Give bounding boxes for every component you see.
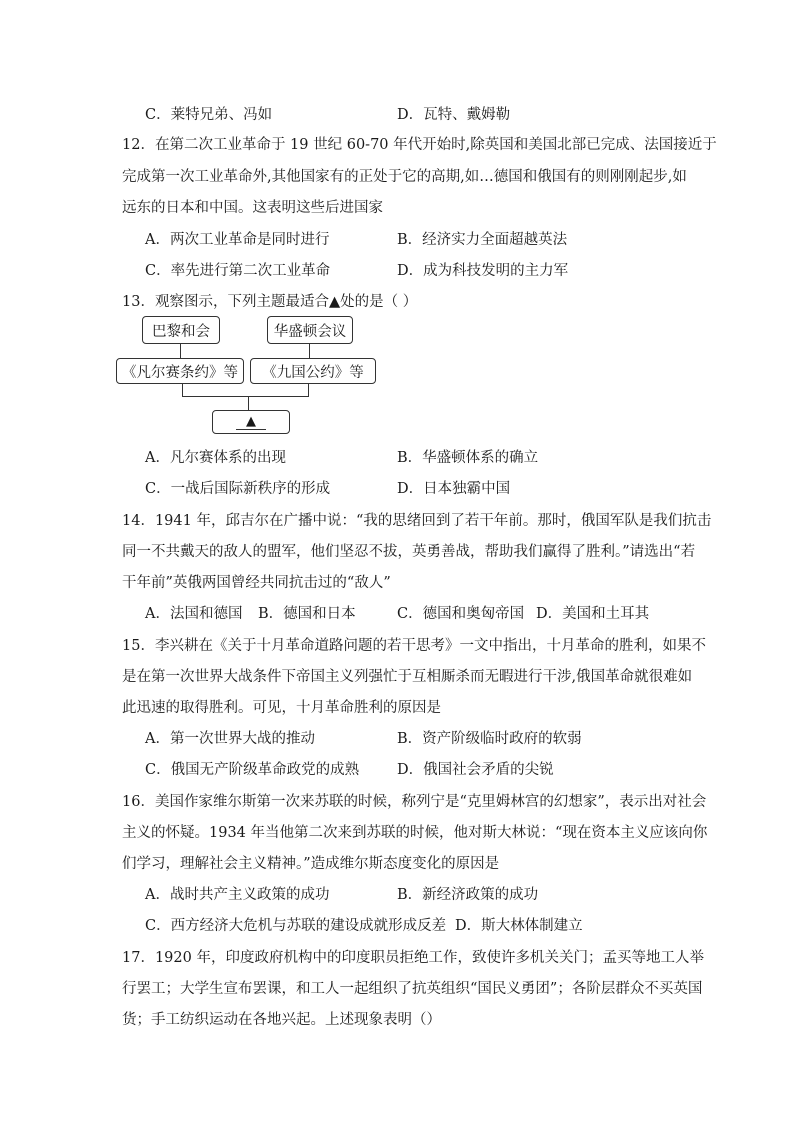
- q12-stem-line-2: 完成第一次工业革命外,其他国家有的正处于它的高期,如…德国和俄国有的则刚刚起步,如: [122, 169, 687, 185]
- q14-option-a: A．法国和德国: [145, 606, 243, 622]
- q16-option-b: B．新经济政策的成功: [397, 887, 539, 903]
- q16-stem-line-2: 主义的怀疑。1934 年当他第二次来到苏联的时候，他对斯大林说：“现在资本主义应该向你: [122, 825, 708, 841]
- diagram-box-versailles-treaty: 《凡尔赛条约》等: [116, 358, 244, 384]
- q12-option-d: D．成为科技发明的主力军: [397, 263, 569, 279]
- q14-stem-line-3: 干年前”英俄两国曾经共同抗击过的“敌人”: [122, 575, 391, 591]
- connector-right-vertical: [309, 344, 310, 358]
- diagram-box-nine-power-treaty: 《九国公约》等: [250, 358, 376, 384]
- q12-option-a: A．两次工业革命是同时进行: [145, 232, 330, 248]
- q15-option-a: A．第一次世界大战的推动: [145, 731, 315, 747]
- q13-stem: 13．观察图示，下列主题最适合▲处的是（ ）: [122, 294, 418, 310]
- q14-stem-line-1: 14．1941 年，邱吉尔在广播中说：“我的思绪回到了若干年前。那时，俄国军队是我们抗击: [122, 513, 712, 529]
- q14-option-c: C．德国和奥匈帝国: [397, 606, 525, 622]
- q13-option-b: B．华盛顿体系的确立: [397, 450, 539, 466]
- q12-stem-line-3: 远东的日本和中国。这表明这些后进国家: [122, 200, 383, 216]
- q17-stem-line-3: 货；手工纺织运动在各地兴起。上述现象表明（）: [122, 1012, 441, 1028]
- connector-bracket-horizontal: [182, 396, 309, 397]
- q15-stem-line-1: 15．李兴耕在《关于十月革命道路问题的若干思考》一文中指出，十月革命的胜利，如果不: [122, 638, 706, 654]
- q13-option-a: A．凡尔赛体系的出现: [145, 450, 286, 466]
- q15-option-b: B．资产阶级临时政府的软弱: [397, 731, 582, 747]
- connector-bracket-stem: [248, 396, 249, 410]
- q12-stem-line-1: 12．在第二次工业革命于 19 世纪 60-70 年代开始时,除英国和美国北部已完成、法国接近于: [122, 137, 717, 153]
- diagram-box-answer-blank: [212, 410, 290, 434]
- q13-option-c: C．一战后国际新秩序的形成: [145, 481, 331, 497]
- connector-bracket-right: [308, 384, 309, 396]
- q15-option-c: C．俄国无产阶级革命政党的成熟: [145, 762, 360, 778]
- connector-left-vertical: [180, 344, 181, 358]
- q11-option-c: C．莱特兄弟、冯如: [145, 107, 273, 123]
- q15-stem-line-3: 此迅速的取得胜利。可见，十月革命胜利的原因是: [122, 700, 441, 716]
- q16-option-d: D．斯大林体制建立: [455, 918, 583, 934]
- q14-stem-line-2: 同一不共戴天的敌人的盟军，他们坚忍不拔，英勇善战，帮助我们赢得了胜利。”请选出“若: [122, 544, 696, 560]
- q16-option-c: C．西方经济大危机与苏联的建设成就形成反差: [145, 918, 447, 934]
- connector-bracket-left: [182, 384, 183, 396]
- q15-option-d: D．俄国社会矛盾的尖锐: [397, 762, 554, 778]
- q13-option-d: D．日本独霸中国: [397, 481, 511, 497]
- q11-option-d: D．瓦特、戴姆勒: [397, 107, 511, 123]
- q15-stem-line-2: 是在第一次世界大战条件下帝国主义列强忙于互相厮杀而无暇进行干涉,俄国革命就很难如: [122, 669, 693, 685]
- diagram-box-washington-conference: 华盛顿会议: [267, 316, 353, 344]
- q12-option-c: C．率先进行第二次工业革命: [145, 263, 331, 279]
- q13-diagram: [116, 316, 386, 440]
- q17-stem-line-2: 行罢工；大学生宣布罢课，和工人一起组织了抗英组织“国民义勇团”；各阶层群众不买英国: [122, 981, 703, 997]
- blank-triangle-marker: ▲: [236, 414, 266, 430]
- q14-option-d: D．美国和土耳其: [536, 606, 650, 622]
- q16-stem-line-1: 16．美国作家维尔斯第一次来苏联的时候，称列宁是“克里姆林宫的幻想家”，表示出对社会: [122, 794, 707, 810]
- q12-option-b: B．经济实力全面超越英法: [397, 232, 568, 248]
- q14-option-b: B．德国和日本: [258, 606, 356, 622]
- q17-stem-line-1: 17．1920 年，印度政府机构中的印度职员拒绝工作，致使许多机关关门；孟买等地工人举: [122, 950, 704, 966]
- diagram-box-paris-conference: 巴黎和会: [142, 316, 220, 344]
- q16-stem-line-3: 们学习，理解社会主义精神。”造成维尔斯态度变化的原因是: [122, 856, 500, 872]
- q16-option-a: A．战时共产主义政策的成功: [145, 887, 330, 903]
